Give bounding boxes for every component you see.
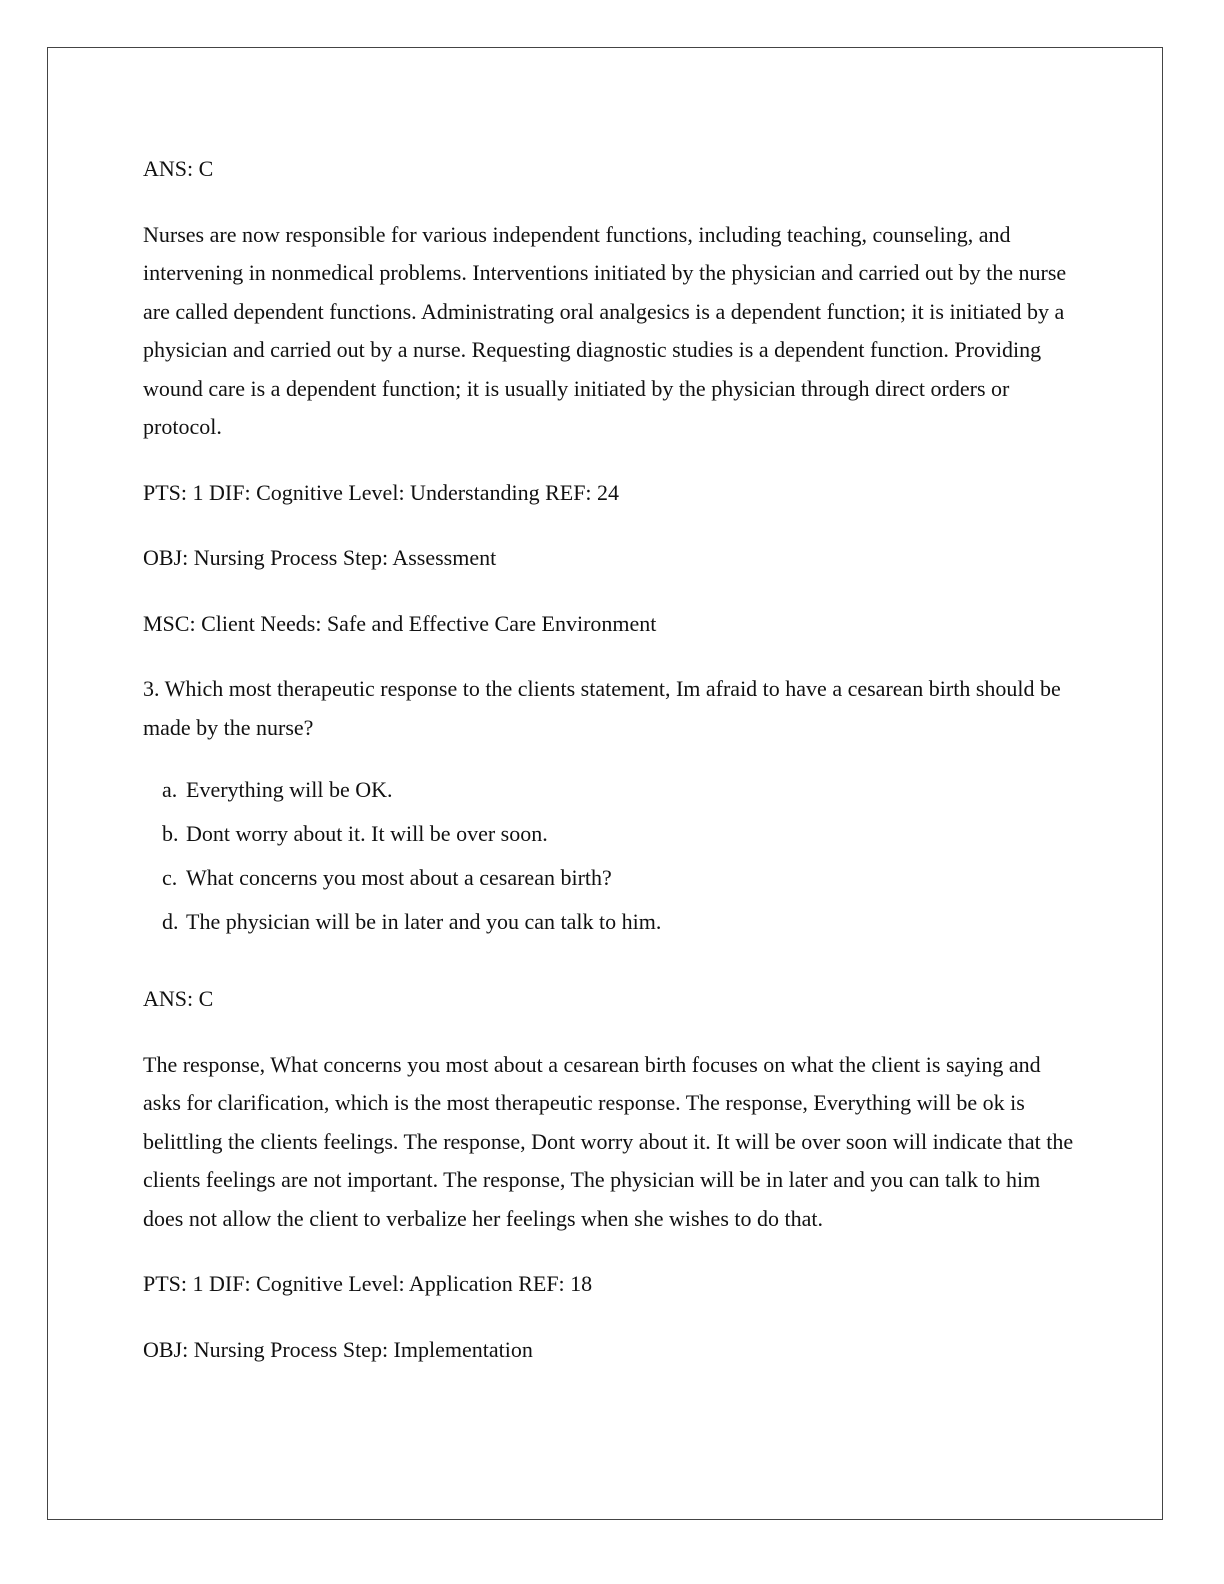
question-text: 3. Which most therapeutic response to the clients statement, Im afraid to have a cesarean birth should be made by the nurse? (143, 676, 1061, 740)
objective-line: OBJ: Nursing Process Step: Assessment (143, 545, 497, 570)
objective-line: OBJ: Nursing Process Step: Implementation (143, 1336, 533, 1362)
points-difficulty-line: PTS: 1 DIF: Cognitive Level: Application REF: 18 (143, 1271, 593, 1296)
client-needs-line: MSC: Client Needs: Safe and Effective Care Environment (143, 610, 657, 636)
rationale-paragraph: Nurses are now responsible for various independent functions, including teaching, counseling, and intervening in nonmedical problems. Interventions initiated by the physician and carried out by the nurse are called dependent functions. Administrating oral analgesics is a dependent function; it is initiated by a physician and carried out by a nurse. Requesting diagnostic studies is a dependent function. Providing wound care is a dependent function; it is usually initiated by the physician through direct orders or protocol. (143, 221, 1067, 439)
answer-line: ANS: C (143, 986, 214, 1011)
option-text: Dont worry about it. It will be over soon. (186, 821, 548, 846)
points-difficulty-line: PTS: 1 DIF: Cognitive Level: Understanding REF: 24 (143, 479, 620, 505)
list-item (143, 856, 1078, 900)
answer-options-list (143, 768, 1078, 944)
list-item (143, 812, 1078, 856)
option-letter: a. (162, 777, 178, 802)
answer-line: ANS: C (143, 156, 214, 181)
option-letter: b. (162, 821, 179, 846)
option-letter: c. (162, 865, 178, 890)
option-text: What concerns you most about a cesarean birth? (186, 865, 612, 890)
option-text: Everything will be OK. (186, 777, 393, 802)
page-content (143, 150, 1078, 1396)
rationale-paragraph: The response, What concerns you most about a cesarean birth focuses on what the client is saying and asks for clarification, which is the most therapeutic response. The response, Everything will be ok is belittling the clients feelings. The response, Dont worry about it. It will be over soon will indicate that the clients feelings are not important. The response, The physician will be in later and you can talk to him does not allow the client to verbalize her feelings when she wishes to do that. (143, 1051, 1074, 1231)
option-text: The physician will be in later and you can talk to him. (186, 909, 662, 934)
option-letter: d. (162, 909, 179, 934)
list-item (143, 900, 1078, 944)
list-item (143, 768, 1078, 812)
